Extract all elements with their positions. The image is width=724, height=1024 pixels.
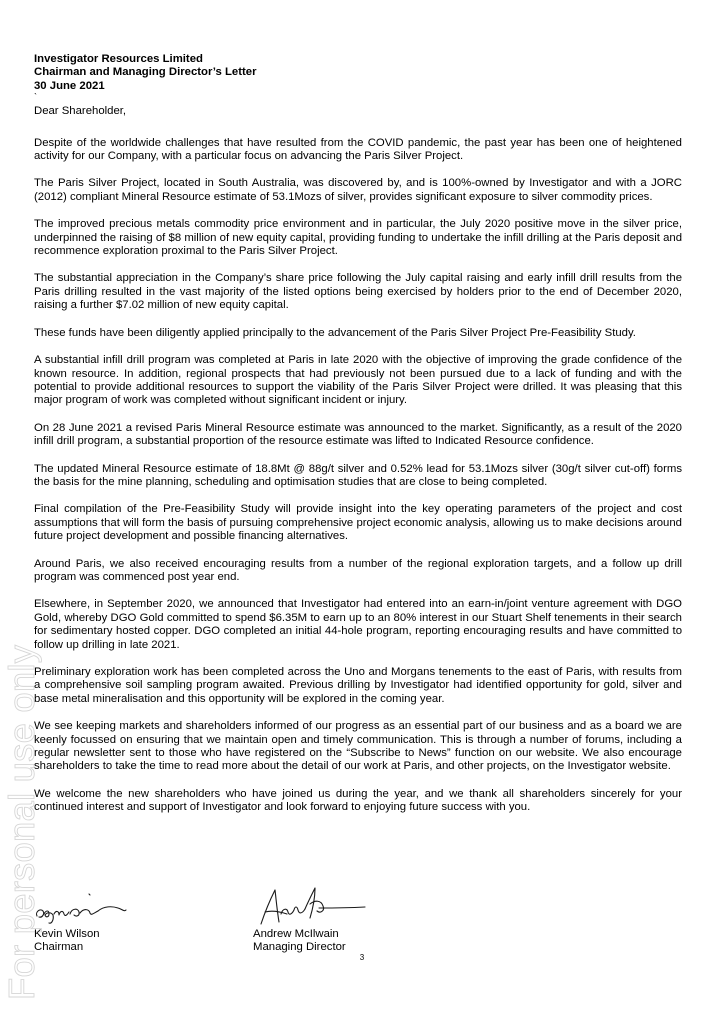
salutation: Dear Shareholder, <box>34 105 127 118</box>
signatory-name: Kevin Wilson <box>34 928 100 940</box>
paragraph: The Paris Silver Project, located in South Australia, was discovered by, and is 100%-owned by Investigator and with a JORC (2012) compliant Mineral Resource estimate of 53.1Mozs of silver, provides significant exposure to silver commodity prices. <box>34 177 682 203</box>
signatory-name: Andrew McIlwain <box>253 928 339 940</box>
paragraph: The updated Mineral Resource estimate of 18.8Mt @ 88g/t silver and 0.52% lead for 53.1Mozs silver (30g/t silver cut-off) forms the basis for the mine planning, scheduling and optimisation studies that are close to being completed. <box>34 462 682 488</box>
watermark-text: For personal use only <box>1 644 42 1000</box>
signature-block-managing-director <box>253 884 453 955</box>
letter-date: 30 June 2021 <box>34 79 105 92</box>
paragraph: Around Paris, we also received encouraging results from a number of the regional exploration targets, and a follow up drill program was commenced post year end. <box>34 557 682 583</box>
paragraph: On 28 June 2021 a revised Paris Mineral Resource estimate was announced to the market. Significantly, as a result of the 2020 infill drill program, a substantial proportion of the resource estimate was lifted to Indicated Resource confidence. <box>34 421 682 448</box>
signature-section <box>34 884 434 964</box>
paragraph: Preliminary exploration work has been completed across the Uno and Morgans tenements to the east of Paris, with results from a comprehensive soil sampling program awaited. Previous drilling by Investigator had identified opportunity for gold, silver and base metal mineralisation and this opportunity will be explored in the coming year. <box>34 666 682 705</box>
managing-director-signature <box>253 884 383 928</box>
stray-tick-mark: ` <box>34 92 37 103</box>
paragraph: Elsewhere, in September 2020, we announced that Investigator had entered into an earn-in/joint venture agreement with DGO Gold, whereby DGO Gold committed to spend $6.35M to earn up to an 80% interest in our Stuart Shelf tenements in their search for sedimentary hosted copper. DGO completed an initial 44-hole program, reporting encouraging results and have committed to follow up drilling in late 2021. <box>34 598 682 651</box>
paragraph: Despite of the worldwide challenges that have resulted from the COVID pandemic, the past year has been one of heightened activity for our Company, with a particular focus on advancing the Paris Silver Project. <box>34 136 682 163</box>
paragraph: We see keeping markets and shareholders informed of our progress as an essential part of our business and as a board we are keenly focussed on ensuring that we maintain open and timely communication. This is through a number of forums, including a regular newsletter sent to those who have registered on the “Subscribe to News” function on our website. We also encourage shareholders to take the time to read more about the detail of our work at Paris, and other projects, on the Investigator website. <box>34 720 682 773</box>
signature-block-chairman <box>34 884 234 955</box>
paragraph: The substantial appreciation in the Company’s share price following the July capital raising and early infill drill results from the Paris drilling resulted in the vast majority of the listed options being exercised by holders prior to the end of December 2020, raising a further $7.02 million of new equity capital. <box>34 272 682 312</box>
paragraph: Final compilation of the Pre-Feasibility Study will provide insight into the key operating parameters of the project and cost assumptions that will form the basis of pursuing comprehensive project economic analysis, allowing us to make decisions around future project development and possible financing alternatives. <box>34 503 682 543</box>
page-number: 3 <box>359 953 365 962</box>
paragraph: The improved precious metals commodity price environment and in particular, the July 2020 positive move in the silver price, underpinned the raising of $8 million of new equity capital, providing funding to undertake the infill drilling at the Paris deposit and recommence exploration proximal to the Paris Silver Project. <box>34 218 682 258</box>
company-name: Investigator Resources Limited <box>34 53 203 65</box>
letter-body <box>34 53 682 829</box>
letter-title: Chairman and Managing Director’s Letter <box>34 66 257 79</box>
paragraph: These funds have been diligently applied principally to the advancement of the Paris Silver Project Pre-Feasibility Study. <box>34 326 636 339</box>
paragraph: We welcome the new shareholders who have joined us during the year, and we thank all shareholders sincerely for your continued interest and support of Investigator and look forward to enjoying future success with you. <box>34 787 682 814</box>
signatory-title: Managing Director <box>253 941 346 954</box>
chairman-signature <box>34 884 164 928</box>
signatory-title: Chairman <box>34 941 84 954</box>
paragraph: A substantial infill drill program was completed at Paris in late 2020 with the objective of improving the grade confidence of the known resource. In addition, regional prospects that had previously not been pursued due to a lack of funding and with the potential to provide additional resources to support the viability of the Paris Silver Project were drilled. It was pleasing that this major program of work was completed without significant incident or injury. <box>34 354 682 407</box>
